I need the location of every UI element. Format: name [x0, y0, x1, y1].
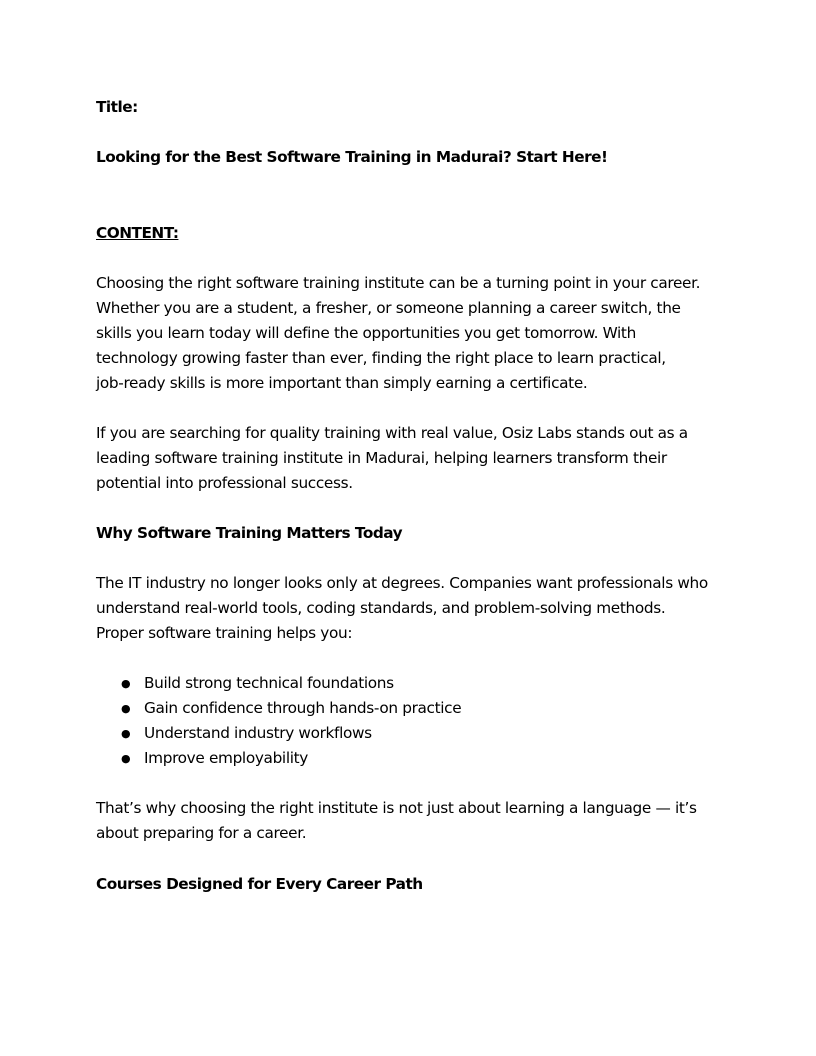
second-line: potential into professional success.: [96, 474, 353, 492]
intro-line: technology growing faster than ever, finding the right place to learn practical,: [96, 349, 666, 367]
bullet-icon: ●: [121, 677, 131, 690]
bullet-icon: ●: [121, 727, 131, 740]
intro-line: Whether you are a student, a fresher, or someone planning a career switch, the: [96, 299, 681, 317]
list-item: [96, 696, 736, 721]
second-line: If you are searching for quality training with real value, Osiz Labs stands out as a: [96, 424, 688, 442]
why-line: Proper software training helps you:: [96, 624, 353, 642]
closing-line: about preparing for a career.: [96, 824, 307, 842]
list-item-text: Improve employability: [144, 749, 308, 767]
why-heading: Why Software Training Matters Today: [96, 524, 403, 542]
closing-line: That’s why choosing the right institute is not just about learning a language — it’s: [96, 799, 697, 817]
second-line: leading software training institute in Madurai, helping learners transform their: [96, 449, 667, 467]
why-line: The IT industry no longer looks only at degrees. Companies want professionals who: [96, 574, 708, 592]
why-paragraph: [96, 571, 736, 646]
closing-paragraph: [96, 796, 736, 846]
bullet-icon: ●: [121, 702, 131, 715]
intro-line: skills you learn today will define the opportunities you get tomorrow. With: [96, 324, 636, 342]
intro-line: Choosing the right software training institute can be a turning point in your career.: [96, 274, 701, 292]
list-item-text: Gain confidence through hands-on practice: [144, 699, 462, 717]
why-line: understand real-world tools, coding standards, and problem-solving methods.: [96, 599, 666, 617]
list-item: [96, 671, 736, 696]
list-item-text: Understand industry workflows: [144, 724, 372, 742]
title-label: Title:: [96, 98, 138, 116]
list-item-text: Build strong technical foundations: [144, 674, 394, 692]
content-label: CONTENT:: [96, 224, 179, 242]
bullet-icon: ●: [121, 752, 131, 765]
intro-paragraph: [96, 271, 736, 396]
benefits-list: [96, 671, 736, 771]
intro-line: job-ready skills is more important than simply earning a certificate.: [96, 374, 588, 392]
headline: Looking for the Best Software Training in Madurai? Start Here!: [96, 148, 608, 166]
list-item: [96, 721, 736, 746]
list-item: [96, 746, 736, 771]
second-paragraph: [96, 421, 736, 496]
courses-heading: Courses Designed for Every Career Path: [96, 875, 423, 893]
